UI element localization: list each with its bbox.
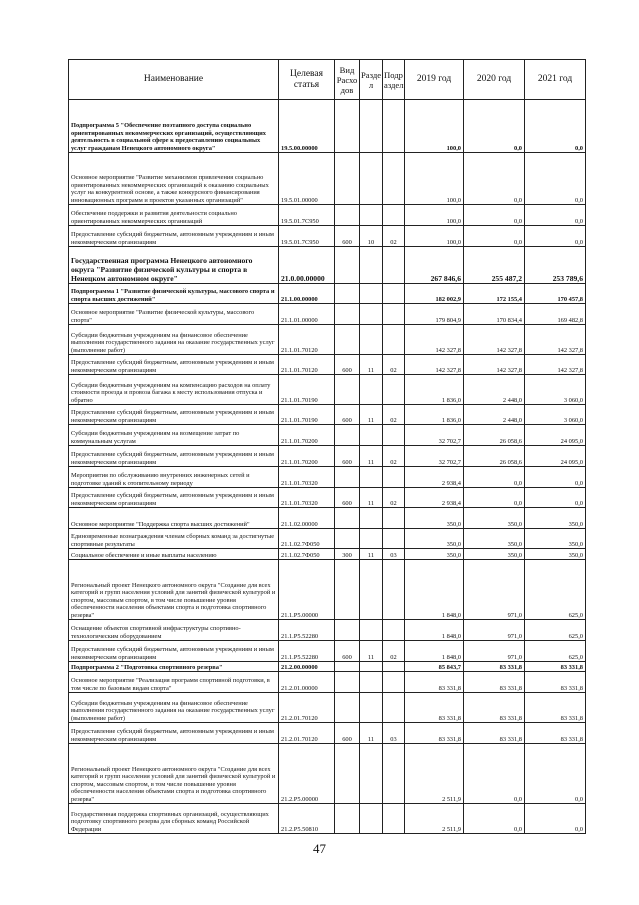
cell-section: [360, 744, 383, 804]
cell-target: 21.1.01.70200: [279, 425, 335, 446]
cell-2021: 170 457,8: [525, 284, 586, 304]
cell-target: 21.2.01.00000: [279, 672, 335, 693]
cell-exp-type: 600: [335, 488, 360, 508]
cell-2021: 83 331,8: [525, 672, 586, 693]
cell-2020: 0,0: [464, 226, 525, 247]
cell-subsection: [383, 425, 405, 446]
cell-exp-type: [335, 205, 360, 226]
cell-section: [360, 375, 383, 405]
cell-target: 21.1.02.00000: [279, 508, 335, 529]
cell-exp-type: [335, 304, 360, 325]
cell-2019: 1 848,0: [405, 620, 464, 641]
table-row: [69, 355, 586, 375]
cell-target: 21.1.01.70200: [279, 446, 335, 467]
cell-2021: 83 331,8: [525, 662, 586, 672]
table-row: [69, 284, 586, 304]
cell-exp-type: [335, 284, 360, 304]
cell-2021: 625,0: [525, 620, 586, 641]
cell-2020: 142 327,8: [464, 355, 525, 375]
cell-2021: 625,0: [525, 641, 586, 662]
cell-2019: 350,0: [405, 529, 464, 549]
cell-section: [360, 247, 383, 284]
cell-section: 11: [360, 355, 383, 375]
table-row: [69, 304, 586, 325]
cell-name: Государственная программа Ненецкого автономного округа "Развитие физической культуры и спорта в Ненецком автономном округе": [69, 247, 279, 284]
cell-subsection: [383, 467, 405, 488]
cell-2020: 0,0: [464, 467, 525, 488]
cell-2019: 100,0: [405, 226, 464, 247]
cell-2019: 83 331,8: [405, 672, 464, 693]
cell-2020: 0,0: [464, 804, 525, 834]
cell-2019: 350,0: [405, 508, 464, 529]
table-row: [69, 529, 586, 549]
cell-name: Подпрограмма 5 "Обеспечение поэтапного доступа социально ориентированных некоммерческих организаций, осуществляющих деятельность в социальной сфере к предоставлению социальных услуг гражданам Ненецкого автономного округа": [69, 100, 279, 153]
cell-subsection: 03: [383, 723, 405, 744]
cell-subsection: [383, 284, 405, 304]
cell-section: [360, 153, 383, 205]
cell-target: 21.2.01.70120: [279, 693, 335, 723]
cell-2020: 2 448,0: [464, 375, 525, 405]
cell-2019: 2 511,9: [405, 804, 464, 834]
cell-2019: 100,0: [405, 153, 464, 205]
cell-section: 11: [360, 549, 383, 560]
header-section: Разде л: [360, 60, 383, 100]
cell-2019: 83 331,8: [405, 723, 464, 744]
cell-subsection: [383, 744, 405, 804]
cell-2020: 170 834,4: [464, 304, 525, 325]
cell-name: Основное мероприятие "Поддержка спорта высших достижений": [69, 508, 279, 529]
header-target: Целевая статья: [279, 60, 335, 100]
cell-2021: 0,0: [525, 205, 586, 226]
cell-2021: 0,0: [525, 804, 586, 834]
cell-2021: 142 327,8: [525, 325, 586, 355]
table-row: [69, 672, 586, 693]
cell-name: Субсидии бюджетным учреждениям на финансовое обеспечение выполнения государственного задания на оказание государственных услуг (выполнение работ): [69, 693, 279, 723]
cell-section: [360, 508, 383, 529]
cell-2020: 0,0: [464, 153, 525, 205]
cell-section: [360, 693, 383, 723]
cell-2021: 0,0: [525, 744, 586, 804]
cell-2019: 83 331,8: [405, 693, 464, 723]
cell-section: 11: [360, 723, 383, 744]
cell-section: 11: [360, 446, 383, 467]
table-row: [69, 549, 586, 560]
cell-target: 21.1.01.70320: [279, 467, 335, 488]
table-row: [69, 744, 586, 804]
cell-2020: 83 331,8: [464, 662, 525, 672]
table-row: [69, 446, 586, 467]
cell-section: [360, 425, 383, 446]
cell-2021: 350,0: [525, 549, 586, 560]
cell-target: 21.1.Р5.52280: [279, 641, 335, 662]
cell-2021: 24 095,0: [525, 425, 586, 446]
cell-name: Основное мероприятие "Реализация программ спортивной подготовки, в том числе по базовым видам спорта": [69, 672, 279, 693]
cell-2021: 142 327,8: [525, 355, 586, 375]
cell-target: 21.2.Р5.00000: [279, 744, 335, 804]
cell-2020: 350,0: [464, 549, 525, 560]
cell-2020: 0,0: [464, 100, 525, 153]
table-row: [69, 153, 586, 205]
cell-name: Субсидии бюджетным учреждениям на финансовое обеспечение выполнения государственного задания на оказание государственных услуг (выполнение работ): [69, 325, 279, 355]
cell-target: 19.5.01.7С950: [279, 205, 335, 226]
cell-2019: 1 836,0: [405, 405, 464, 425]
cell-target: 21.1.01.70190: [279, 375, 335, 405]
cell-2021: 0,0: [525, 488, 586, 508]
cell-name: Оснащение объектов спортивной инфраструктуры спортивно-технологическим оборудованием: [69, 620, 279, 641]
cell-2020: 350,0: [464, 529, 525, 549]
cell-name: Подпрограмма 2 "Подготовка спортивного резерва": [69, 662, 279, 672]
cell-2019: 2 938,4: [405, 488, 464, 508]
cell-2020: 83 331,8: [464, 672, 525, 693]
cell-name: Государственная поддержка спортивных организаций, осуществляющих подготовку спортивного резерва для сборных команд Российской Федерации: [69, 804, 279, 834]
cell-name: Предоставление субсидий бюджетным, автономным учреждениям и иным некоммерческим организациям: [69, 446, 279, 467]
cell-name: Основное мероприятие "Развитие физической культуры, массового спорта": [69, 304, 279, 325]
cell-2021: 625,0: [525, 560, 586, 620]
cell-subsection: [383, 153, 405, 205]
cell-target: 19.5.01.7С950: [279, 226, 335, 247]
table-row: [69, 325, 586, 355]
cell-2019: 267 846,6: [405, 247, 464, 284]
cell-target: 21.1.Р5.00000: [279, 560, 335, 620]
cell-name: Предоставление субсидий бюджетным, автономным учреждениям и иным некоммерческим организациям: [69, 355, 279, 375]
cell-name: Субсидии бюджетным учреждениям на компенсацию расходов на оплату стоимости проезда и провоза багажа к месту использования отпуска и обратно: [69, 375, 279, 405]
table-row: [69, 205, 586, 226]
cell-subsection: [383, 662, 405, 672]
cell-2020: 26 058,6: [464, 446, 525, 467]
header-subsection: Подр аздел: [383, 60, 405, 100]
cell-exp-type: [335, 529, 360, 549]
cell-2020: 350,0: [464, 508, 525, 529]
table-row: [69, 100, 586, 153]
header-2019: 2019 год: [405, 60, 464, 100]
cell-subsection: 03: [383, 549, 405, 560]
cell-2020: 172 155,4: [464, 284, 525, 304]
cell-exp-type: [335, 560, 360, 620]
cell-name: Предоставление субсидий бюджетным, автономным учреждениям и иным некоммерческим организациям: [69, 405, 279, 425]
table-row: [69, 620, 586, 641]
cell-target: 21.0.00.00000: [279, 247, 335, 284]
cell-2020: 971,0: [464, 641, 525, 662]
cell-section: [360, 662, 383, 672]
cell-2019: 85 843,7: [405, 662, 464, 672]
table-row: [69, 247, 586, 284]
cell-section: [360, 672, 383, 693]
cell-name: Обеспечение поддержки и развития деятельности социально ориентированных некоммерческих организаций: [69, 205, 279, 226]
cell-2020: 255 487,2: [464, 247, 525, 284]
cell-target: 21.1.00.00000: [279, 284, 335, 304]
cell-subsection: [383, 560, 405, 620]
cell-2019: 100,0: [405, 100, 464, 153]
cell-name: Предоставление субсидий бюджетным, автономным учреждениям и иным некоммерческим организациям: [69, 723, 279, 744]
cell-2020: 83 331,8: [464, 693, 525, 723]
table-row: [69, 425, 586, 446]
cell-name: Субсидии бюджетным учреждениям на возмещение затрат по коммунальным услугам: [69, 425, 279, 446]
cell-2021: 83 331,8: [525, 723, 586, 744]
cell-2019: 32 702,7: [405, 446, 464, 467]
cell-exp-type: [335, 425, 360, 446]
cell-target: 21.1.01.00000: [279, 304, 335, 325]
cell-subsection: [383, 693, 405, 723]
cell-target: 21.2.00.00000: [279, 662, 335, 672]
cell-exp-type: 600: [335, 226, 360, 247]
cell-section: 11: [360, 641, 383, 662]
cell-section: 10: [360, 226, 383, 247]
cell-2021: 0,0: [525, 153, 586, 205]
header-name: Наименование: [69, 60, 279, 100]
cell-2019: 350,0: [405, 549, 464, 560]
cell-2021: 0,0: [525, 226, 586, 247]
cell-subsection: 02: [383, 446, 405, 467]
cell-exp-type: [335, 325, 360, 355]
table-header-row: [69, 60, 586, 100]
cell-2020: 83 331,8: [464, 723, 525, 744]
cell-subsection: [383, 247, 405, 284]
cell-exp-type: [335, 100, 360, 153]
cell-section: [360, 529, 383, 549]
cell-target: 19.5.00.00000: [279, 100, 335, 153]
cell-subsection: 02: [383, 641, 405, 662]
cell-2021: 3 060,0: [525, 405, 586, 425]
header-2020: 2020 год: [464, 60, 525, 100]
table-row: [69, 467, 586, 488]
cell-exp-type: [335, 467, 360, 488]
cell-subsection: [383, 508, 405, 529]
cell-name: Основное мероприятие "Развитие механизмов привлечения социально ориентированных некоммерческих организаций к оказанию социальных услуг на конкурентной основе, а также конкурсного финансирования инновационных программ и проектов указанных организаций": [69, 153, 279, 205]
cell-section: [360, 620, 383, 641]
cell-section: [360, 284, 383, 304]
cell-section: [360, 467, 383, 488]
cell-name: Предоставление субсидий бюджетным, автономным учреждениям и иным некоммерческим организациям: [69, 641, 279, 662]
cell-exp-type: 600: [335, 723, 360, 744]
cell-target: 21.1.02.7Ф050: [279, 549, 335, 560]
cell-2020: 0,0: [464, 205, 525, 226]
cell-target: 19.5.01.00000: [279, 153, 335, 205]
cell-target: 21.1.01.70190: [279, 405, 335, 425]
header-2021: 2021 год: [525, 60, 586, 100]
cell-exp-type: [335, 375, 360, 405]
cell-2020: 0,0: [464, 744, 525, 804]
cell-subsection: [383, 620, 405, 641]
cell-2019: 182 002,9: [405, 284, 464, 304]
cell-exp-type: [335, 804, 360, 834]
cell-2021: 350,0: [525, 508, 586, 529]
cell-subsection: [383, 100, 405, 153]
table-row: [69, 662, 586, 672]
cell-section: [360, 560, 383, 620]
cell-target: 21.1.02.7Ф050: [279, 529, 335, 549]
cell-target: 21.1.01.70320: [279, 488, 335, 508]
cell-subsection: [383, 304, 405, 325]
cell-subsection: 02: [383, 355, 405, 375]
table-row: [69, 693, 586, 723]
cell-2021: 253 789,6: [525, 247, 586, 284]
cell-2019: 1 836,0: [405, 375, 464, 405]
cell-target: 21.2.01.70120: [279, 723, 335, 744]
cell-2021: 83 331,8: [525, 693, 586, 723]
table-row: [69, 723, 586, 744]
cell-name: Мероприятия по обслуживанию внутренних инженерных сетей и подготовке зданий к отопительному периоду: [69, 467, 279, 488]
cell-target: 21.1.01.70120: [279, 355, 335, 375]
cell-exp-type: 600: [335, 405, 360, 425]
cell-exp-type: [335, 662, 360, 672]
table-row: [69, 405, 586, 425]
cell-subsection: [383, 804, 405, 834]
cell-subsection: 02: [383, 405, 405, 425]
header-exp-type: Вид Расхо дов: [335, 60, 360, 100]
budget-table: [68, 59, 586, 834]
cell-target: 21.1.01.70120: [279, 325, 335, 355]
cell-exp-type: [335, 247, 360, 284]
cell-2020: 2 448,0: [464, 405, 525, 425]
cell-subsection: [383, 529, 405, 549]
cell-section: 11: [360, 488, 383, 508]
cell-2019: 179 804,9: [405, 304, 464, 325]
cell-exp-type: [335, 744, 360, 804]
cell-subsection: 02: [383, 226, 405, 247]
cell-exp-type: 600: [335, 355, 360, 375]
cell-name: Подпрограмма 1 "Развитие физической культуры, массового спорта и спорта высших достижений": [69, 284, 279, 304]
cell-exp-type: 600: [335, 641, 360, 662]
cell-subsection: [383, 325, 405, 355]
table-row: [69, 488, 586, 508]
table-row: [69, 804, 586, 834]
cell-section: [360, 205, 383, 226]
cell-2020: 971,0: [464, 620, 525, 641]
cell-section: [360, 100, 383, 153]
cell-section: [360, 325, 383, 355]
cell-2019: 1 848,0: [405, 641, 464, 662]
cell-name: Социальное обеспечение и иные выплаты населению: [69, 549, 279, 560]
cell-subsection: [383, 375, 405, 405]
cell-subsection: 02: [383, 488, 405, 508]
cell-subsection: [383, 205, 405, 226]
cell-name: Предоставление субсидий бюджетным, автономным учреждениям и иным некоммерческим организациям: [69, 488, 279, 508]
cell-2021: 24 095,0: [525, 446, 586, 467]
page-number: 47: [313, 841, 326, 856]
table-row: [69, 226, 586, 247]
cell-section: 11: [360, 405, 383, 425]
cell-exp-type: 300: [335, 549, 360, 560]
table-row: [69, 641, 586, 662]
cell-2021: 169 482,8: [525, 304, 586, 325]
cell-2020: 26 058,6: [464, 425, 525, 446]
cell-2020: 0,0: [464, 488, 525, 508]
cell-name: Региональный проект Ненецкого автономного округа "Создание для всех категорий и групп населения условий для занятий физической культурой и спортом, массовым спортом, в том числе повышение уровня обеспеченности населения объектами спорта и подготовка спортивного резерва": [69, 744, 279, 804]
cell-section: [360, 804, 383, 834]
table-row: [69, 560, 586, 620]
cell-2021: 0,0: [525, 467, 586, 488]
cell-target: 21.2.Р5.50810: [279, 804, 335, 834]
cell-2019: 142 327,8: [405, 325, 464, 355]
cell-section: [360, 304, 383, 325]
cell-target: 21.1.Р5.52280: [279, 620, 335, 641]
cell-exp-type: [335, 693, 360, 723]
cell-name: Единовременные вознаграждения членам сборных команд за достигнутые спортивные результаты: [69, 529, 279, 549]
cell-exp-type: [335, 672, 360, 693]
cell-subsection: [383, 672, 405, 693]
cell-2019: 142 327,8: [405, 355, 464, 375]
cell-exp-type: [335, 508, 360, 529]
cell-name: Региональный проект Ненецкого автономного округа "Создание для всех категорий и групп населения условий для занятий физической культурой и спортом, массовым спортом, в том числе повышение уровня обеспеченности населения объектами спорта и подготовка спортивного резерва": [69, 560, 279, 620]
cell-2020: 971,0: [464, 560, 525, 620]
cell-exp-type: 600: [335, 446, 360, 467]
table-row: [69, 375, 586, 405]
cell-exp-type: [335, 153, 360, 205]
cell-2019: 2 511,9: [405, 744, 464, 804]
cell-name: Предоставление субсидий бюджетным, автономным учреждениям и иным некоммерческим организациям: [69, 226, 279, 247]
cell-2021: 3 060,0: [525, 375, 586, 405]
cell-exp-type: [335, 620, 360, 641]
cell-2019: 2 938,4: [405, 467, 464, 488]
table-body: [69, 100, 586, 834]
cell-2019: 32 702,7: [405, 425, 464, 446]
cell-2019: 100,0: [405, 205, 464, 226]
cell-2021: 0,0: [525, 100, 586, 153]
cell-2019: 1 848,0: [405, 560, 464, 620]
table-row: [69, 508, 586, 529]
cell-2020: 142 327,8: [464, 325, 525, 355]
cell-2021: 350,0: [525, 529, 586, 549]
